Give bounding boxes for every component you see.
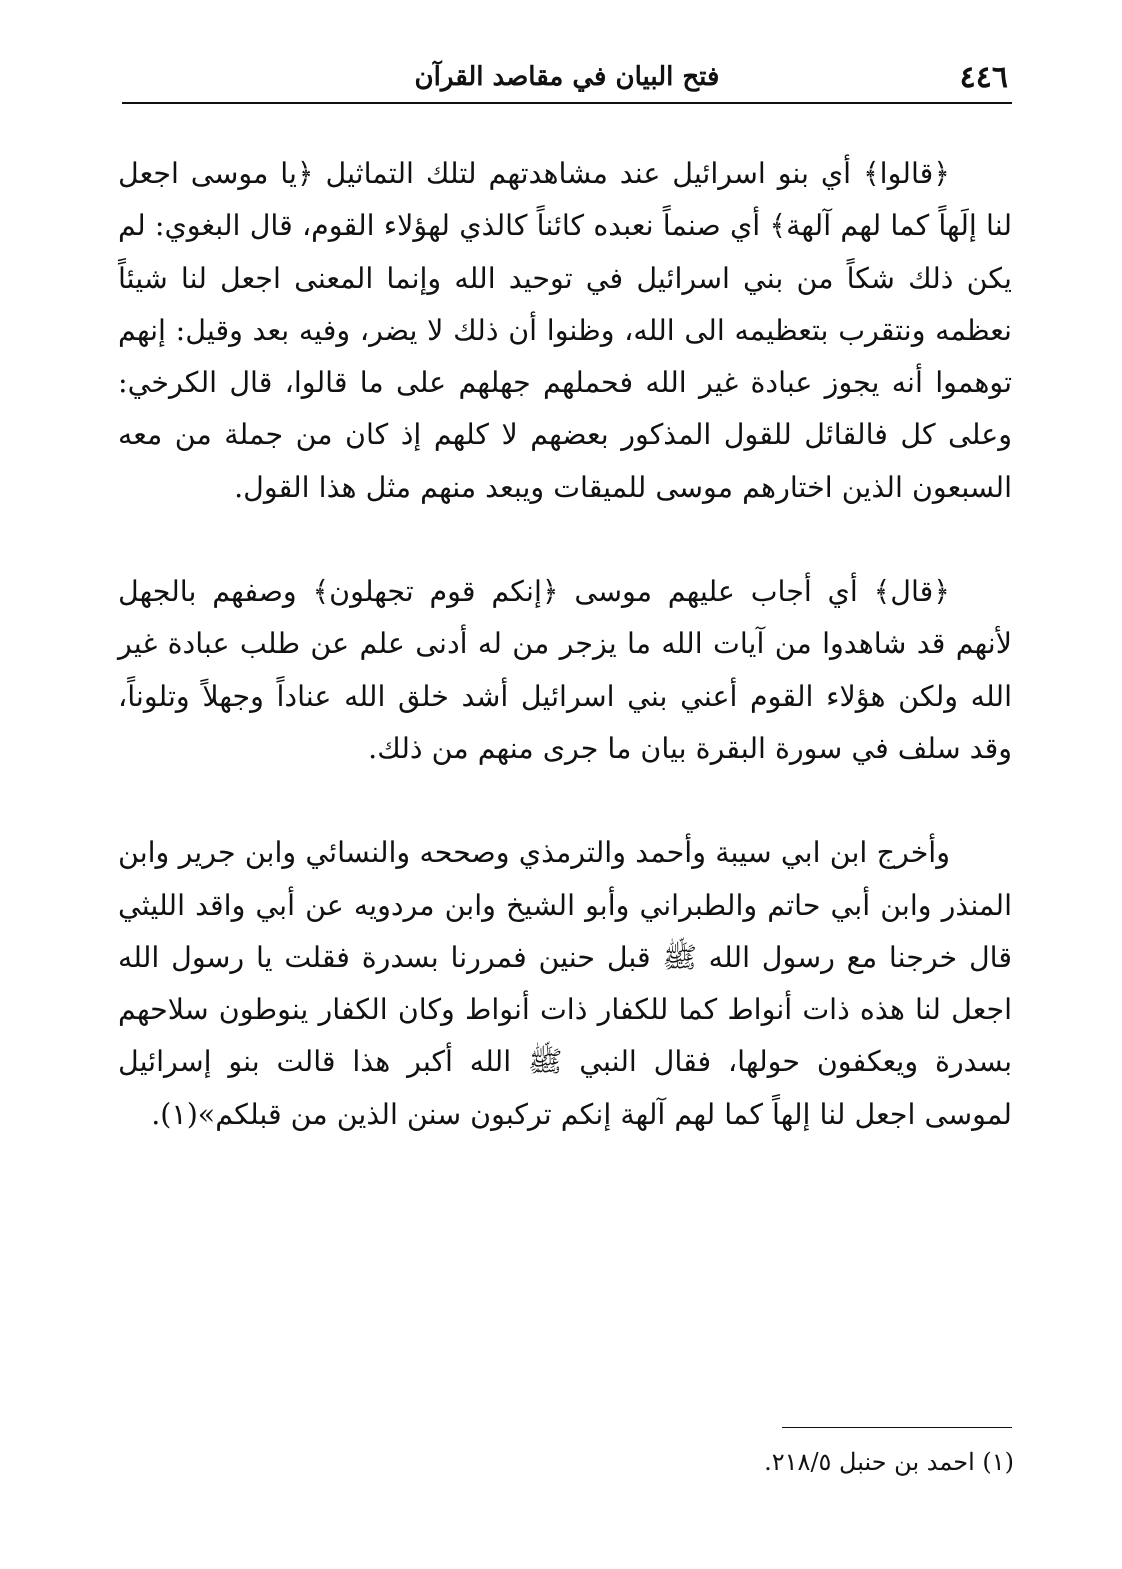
body-paragraph: ﴿قالوا﴾ أي بنو اسرائيل عند مشاهدتهم لتلك التماثيل ﴿يا موسى اجعل لنا إلَهاً كما لهم آلهة﴾ أي صنماً نعبده كائناً كالذي لهؤلاء القوم، قال البغوي: لم يكن ذلك شكاً من بني اسرائيل في توحيد الله وإنما المعنى اجعل لنا شيئاً نعظمه ونتقرب بتعظيمه الى الله، وظنوا أن ذلك لا يضر، وفيه بعد وقيل: إنهم توهموا أنه يجوز عبادة غير الله فحملهم جهلهم على ما قالوا، قال الكرخي: وعلى كل فالقائل للقول المذكور بعضهم لا كلهم إذ كان من جملة من معه السبعون الذين اختارهم موسى للميقات ويبعد منهم مثل هذا القول. xyxy=(118,157,1012,504)
body-paragraph: ﴿قال﴾ أي أجاب عليهم موسى ﴿إنكم قوم تجهلون﴾ وصفهم بالجهل لأنهم قد شاهدوا من آيات الله ما يزجر من له أدنى علم عن طلب عبادة غير الله ولكن هؤلاء القوم أعني بني اسرائيل أشد خلق الله عناداً وجهلاً وتلوناً، وقد سلف في سورة البقرة بيان ما جرى منهم من ذلك. xyxy=(118,575,1012,765)
page-number: ٤٤٦ xyxy=(959,60,1008,95)
body-paragraph: وأخرج ابن ابي سيبة وأحمد والترمذي وصححه والنسائي وابن جرير وابن المنذر وابن أبي حاتم والطبراني وأبو الشيخ وابن مردويه عن أبي واقد الليثي قال خرجنا مع رسول الله ﷺ قبل حنين فمررنا بسدرة فقلت يا رسول الله اجعل لنا هذه ذات أنواط كما للكفار ذات أنواط وكان الكفار ينوطون سلاحهم بسدرة ويعكفون حولها، فقال النبي ﷺ الله أكبر هذا قالت بنو إسرائيل لموسى اجعل لنا إلهاً كما لهم آلهة إنكم تركبون سنن الذين من قبلكم»(١). xyxy=(118,836,1012,1131)
page-header xyxy=(122,52,1012,104)
footnote: (١) احمد بن حنبل ٢١٨/٥. xyxy=(764,1448,1014,1476)
running-title: فتح البيان في مقاصد القرآن xyxy=(414,62,720,92)
footnote-separator xyxy=(782,1427,1012,1428)
page-body xyxy=(118,148,1012,1141)
